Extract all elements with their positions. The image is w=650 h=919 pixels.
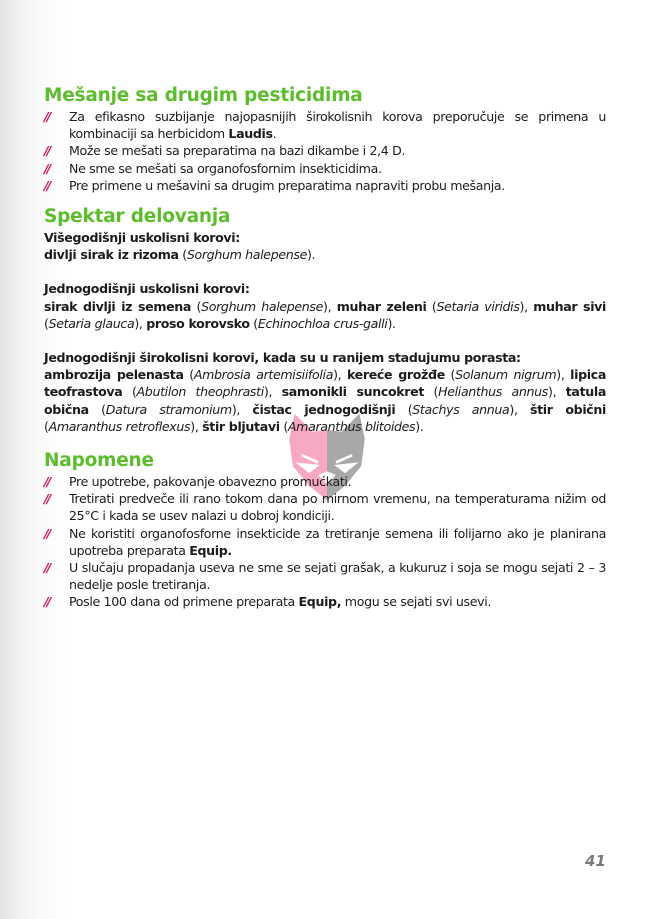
weed-name: lipica teofrastova [44, 367, 606, 400]
weed-name: divlji sirak iz rizoma [44, 247, 179, 263]
bullet-slash-icon: // [44, 177, 50, 193]
page-number: 41 [585, 852, 606, 870]
weed-name: muhar zeleni [336, 298, 427, 314]
product-name: Laudis [228, 126, 273, 142]
bullet-slash-icon: // [44, 109, 50, 124]
bullet-slash-icon: // [44, 560, 50, 576]
weed-name: proso korovsko [146, 315, 250, 331]
weed-latin-name: Abutilon theophrasti [136, 384, 264, 400]
spacer [44, 263, 606, 280]
section-mixing [44, 84, 606, 194]
weed-group-heading: Višegodišnji uskolisni korovi: [44, 230, 240, 246]
notes-list [44, 473, 606, 611]
weed-list: sirak divlji iz semena (Sorghum halepense), muhar zeleni (Setaria viridis), muhar sivi (Setaria glauca), proso korovsko (Echinochloa crus-galli). [44, 298, 606, 331]
item-text: Ne koristiti organofosforne insekticide za tretiranje semena ili folijarno ako je planirana upotreba preparata [69, 525, 606, 558]
item-text-after: mogu se sejati svi usevi. [341, 594, 492, 610]
list-item [44, 559, 606, 593]
weed-latin-name: Setaria glauca [48, 315, 135, 331]
section-spectrum [44, 205, 606, 435]
weed-latin-name: Stachys annua [412, 401, 510, 417]
product-name: Equip. [189, 542, 232, 558]
list-item [44, 160, 606, 177]
weed-name: ambrozija pelenasta [44, 367, 184, 383]
bullet-slash-icon: // [44, 143, 50, 159]
weed-latin-name: Amaranthus blitoides [287, 418, 416, 434]
weed-latin-name: Solanum nigrum [455, 367, 557, 383]
weed-latin-name: Sorghum halepense [201, 298, 324, 314]
weed-latin-name: Sorghum halepense [186, 247, 307, 263]
weed-latin-name: Setaria viridis [436, 298, 520, 314]
weed-latin-name: Echinochloa crus-galli [257, 315, 388, 331]
item-text: U slučaju propadanja useva ne sme se sejati grašak, a kukuruz i soja se mogu sejati 2 – 3 nedelje posle tretiranja. [69, 560, 606, 593]
weed-latin-name: Amaranthus retroflexus [48, 418, 191, 434]
weed-name: samonikli suncokret [281, 384, 425, 400]
bullet-slash-icon: // [44, 474, 50, 490]
list-item [44, 142, 606, 159]
spacer [44, 332, 606, 349]
list-item [44, 177, 606, 194]
list-item [44, 490, 606, 524]
weed-latin-name: Helianthus annus [438, 384, 549, 400]
item-text: Može se mešati sa preparatima na bazi dikambe i 2,4 D. [69, 143, 406, 159]
mixing-list [44, 108, 606, 194]
section-title: Napomene [44, 450, 154, 472]
bullet-slash-icon: // [44, 160, 50, 176]
section-title: Spektar delovanja [44, 206, 231, 228]
list-item [44, 525, 606, 559]
weed-name: sirak divlji iz semena [44, 298, 192, 314]
item-text-after: . [272, 126, 277, 142]
list-item [44, 593, 606, 610]
page-content [44, 84, 606, 622]
weed-list: divlji sirak iz rizoma (Sorghum halepense). [44, 247, 316, 263]
bullet-slash-icon: // [44, 525, 50, 541]
list-item [44, 108, 606, 142]
list-item [44, 473, 606, 490]
weed-name: štir obični [529, 401, 606, 417]
item-text: Pre upotrebe, pakovanje obavezno promućkati. [69, 474, 352, 490]
spectrum-groups [44, 229, 606, 435]
weed-group-heading: Jednogodišnji uskolisni korovi: [44, 281, 250, 297]
section-notes [44, 449, 606, 611]
weed-name: muhar sivi [533, 298, 606, 314]
item-text: Posle 100 dana od primene preparata [69, 594, 299, 610]
item-text: Za efikasno suzbijanje najopasnijih širokolisnih korova preporučuje se primena u kombinaciji sa herbicidom [69, 109, 606, 142]
weed-list: ambrozija pelenasta (Ambrosia artemisiifolia), kereće grožđe (Solanum nigrum), lipica teofrastova (Abutilon theophrasti), samonikli suncokret (Helianthus annus), tatula obična (Datura stramonium), čistac jednogodišnji (Stachys annua), štir obični (Amaranthus retroflexus), štir bljutavi (Amaranthus blitoides). [44, 367, 606, 434]
bullet-slash-icon: // [44, 594, 50, 610]
weed-name: čistac jednogodišnji [252, 401, 396, 417]
section-title: Mešanje sa drugim pesticidima [44, 85, 363, 106]
weed-group-heading: Jednogodišnji širokolisni korovi, kada su u ranijem stadujumu porasta: [44, 350, 521, 366]
weed-name: tatula obična [44, 384, 606, 417]
weed-name: štir bljutavi [202, 418, 280, 434]
bullet-slash-icon: // [44, 491, 50, 507]
weed-latin-name: Datura stramonium [105, 401, 232, 417]
weed-latin-name: Ambrosia artemisiifolia [193, 367, 334, 383]
weed-name: kereće grožđe [346, 367, 445, 383]
item-text: Pre primene u mešavini sa drugim preparatima napraviti probu mešanja. [69, 177, 505, 193]
item-text: Tretirati predveče ili rano tokom dana po mirnom vremenu, na temperaturama nižim od 25°C i kada se usev nalazi u dobroj kondiciji. [69, 491, 606, 524]
product-name: Equip, [298, 594, 342, 610]
item-text: Ne sme se mešati sa organofosfornim insekticidima. [69, 160, 382, 176]
